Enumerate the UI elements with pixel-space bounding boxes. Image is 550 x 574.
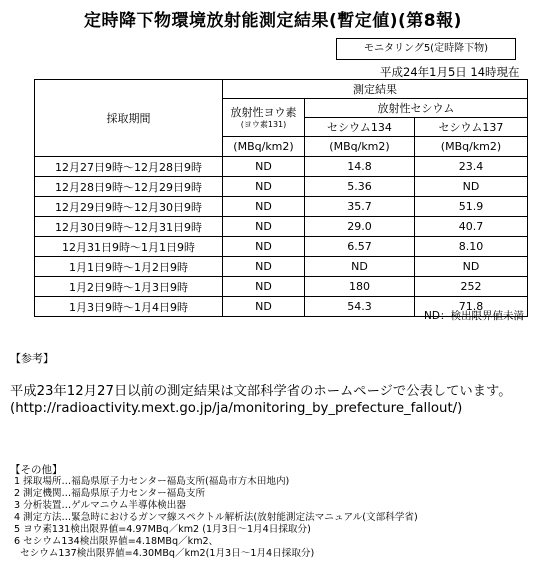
as-of-timestamp: 平成24年1月5日 14時現在 [380,65,520,79]
row-cs134-value: 5.36 [305,177,415,197]
table-row [35,257,528,277]
notice [10,383,550,417]
row-cs137-value: 8.10 [415,237,528,257]
header-results: 測定結果 [223,80,528,99]
row-period: 1月3日9時～1月4日9時 [35,297,223,317]
unit-iodine: (MBq/km2) [223,137,305,157]
row-cs134-value: 54.3 [305,297,415,317]
row-period: 1月1日9時～1月2日9時 [35,257,223,277]
results-table [34,79,528,317]
header-iodine-label: 放射性ヨウ素 [230,105,297,119]
unit-cs137: (MBq/km2) [415,137,528,157]
other-item: 6 セシウム134検出限界値=4.18MBq／km2、 [14,536,219,547]
row-cs137-value: 71.8 [415,297,528,317]
other-item: 2 測定機関…福島県原子力センター福島支所 [14,488,206,499]
row-cs137-value: 51.9 [415,197,528,217]
row-cs137-value: ND [415,257,528,277]
monitoring-label: モニタリング5(定時降下物) [336,38,516,60]
row-iodine-value: ND [223,217,305,237]
nd-legend: ND：検出限界値未満 [424,310,524,322]
row-iodine-value: ND [223,177,305,197]
row-cs134-value: 180 [305,277,415,297]
other-item: セシウム137検出限界値=4.30MBq／km2(1月3日～1月4日採取分) [14,548,315,559]
row-period: 12月28日9時～12月29日9時 [35,177,223,197]
row-period: 12月29日9時～12月30日9時 [35,197,223,217]
other-item: 4 測定方法…緊急時におけるガンマ線スペクトル解析法(放射能測定法マニュアル(文部科学省) [14,512,418,523]
other-item: 1 採取場所…福島県原子力センター福島支所(福島市方木田地内) [14,476,290,487]
notice-url[interactable]: (http://radioactivity.mext.go.jp/ja/monitoring_by_prefecture_fallout/) [10,401,463,416]
document-title: 定時降下物環境放射能測定結果(暫定値)(第8報) [84,11,462,31]
reference-heading: 【参考】 [10,352,54,365]
header-iodine-sub: (ヨウ素131) [240,119,287,129]
row-cs134-value: 35.7 [305,197,415,217]
table-row [35,277,528,297]
row-period: 12月31日9時～1月1日9時 [35,237,223,257]
table-row [35,197,528,217]
row-cs134-value: ND [305,257,415,277]
header-period: 採取期間 [35,80,223,157]
row-period: 12月27日9時～12月28日9時 [35,157,223,177]
row-period: 1月2日9時～1月3日9時 [35,277,223,297]
header-cesium: 放射性セシウム [305,99,528,118]
row-cs134-value: 6.57 [305,237,415,257]
other-heading: 【その他】 [10,464,63,476]
row-cs134-value: 14.8 [305,157,415,177]
header-cs134: セシウム134 [305,118,415,137]
header-cs137: セシウム137 [415,118,528,137]
other-list [14,476,418,560]
notice-text: 平成23年12月27日以前の測定結果は文部科学省のホームページで公表しています。 [10,384,512,399]
row-iodine-value: ND [223,197,305,217]
table-row [35,157,528,177]
row-iodine-value: ND [223,257,305,277]
row-iodine-value: ND [223,297,305,317]
row-cs137-value: 252 [415,277,528,297]
unit-cs134: (MBq/km2) [305,137,415,157]
table-row [35,237,528,257]
row-iodine-value: ND [223,277,305,297]
row-iodine-value: ND [223,237,305,257]
row-cs137-value: 40.7 [415,217,528,237]
other-item: 3 分析装置…ゲルマニウム半導体検出器 [14,500,186,511]
row-cs137-value: ND [415,177,528,197]
header-iodine [223,99,305,137]
row-period: 12月30日9時～12月31日9時 [35,217,223,237]
table-row [35,217,528,237]
row-cs134-value: 29.0 [305,217,415,237]
other-item: 5 ヨウ素131検出限界値=4.97MBq／km2 (1月3日～1月4日採取分) [14,524,311,535]
row-cs137-value: 23.4 [415,157,528,177]
table-row [35,177,528,197]
row-iodine-value: ND [223,157,305,177]
